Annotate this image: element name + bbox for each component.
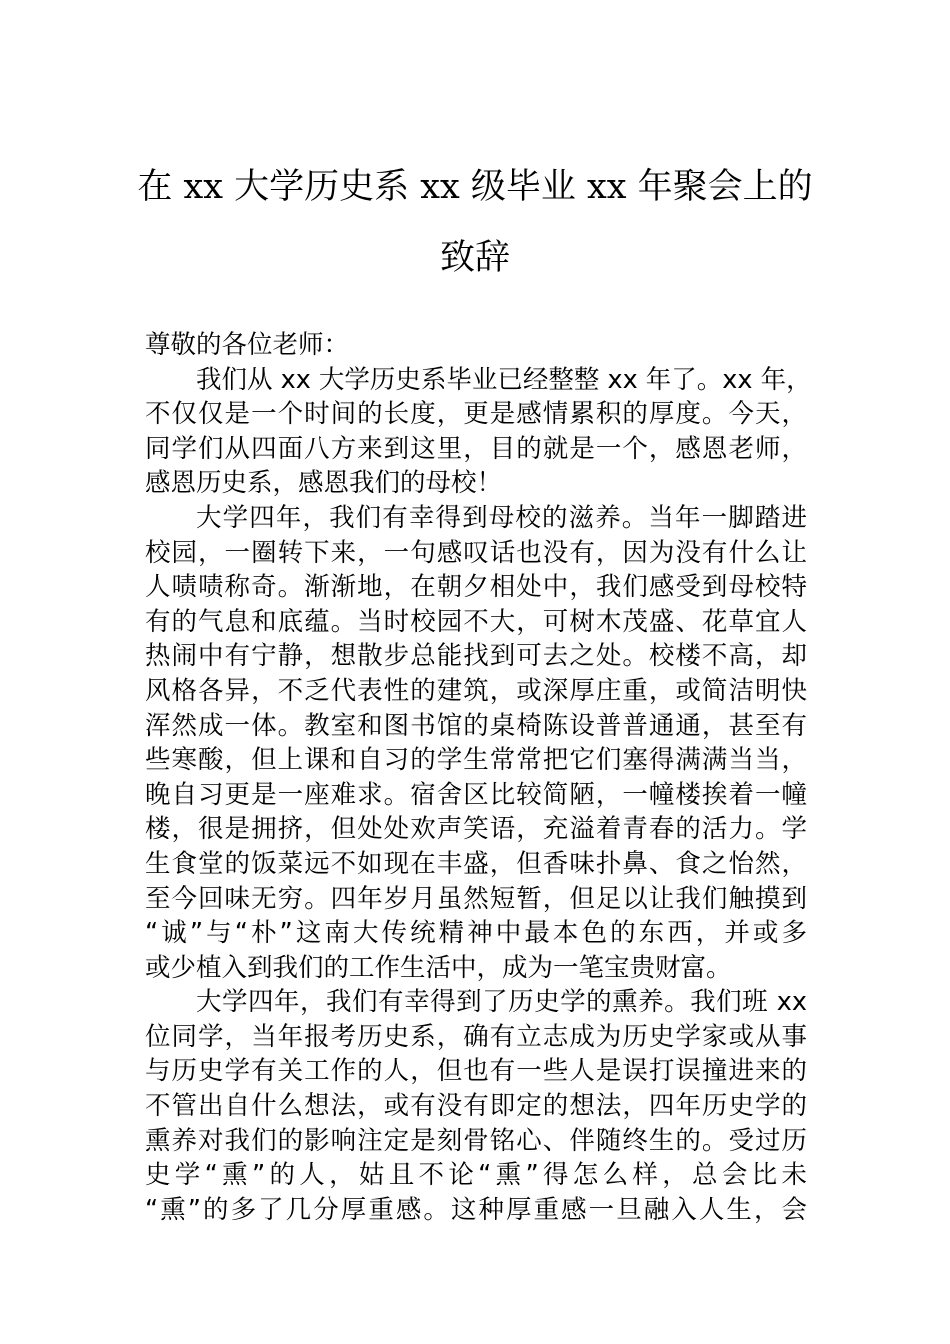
paragraph-2-line: “诚”与“朴”这南大传统精神中最本色的东西，并或多	[145, 918, 807, 949]
paragraph-1-line: 同学们从四面八方来到这里，目的就是一个，感恩老师，	[145, 433, 807, 464]
paragraph-2-line: 楼，很是拥挤，但处处欢声笑语，充溢着青春的活力。学	[145, 814, 807, 845]
title-line-1: 在 xx 大学历史系 xx 级毕业 xx 年聚会上的	[137, 167, 813, 207]
paragraph-3-line: 熏养对我们的影响注定是刻骨铭心、伴随终生的。受过历	[145, 1125, 807, 1156]
paragraph-2-line: 热闹中有宁静，想散步总能找到可去之处。校楼不高，却	[145, 641, 807, 672]
paragraph-2-line: 有的气息和底蕴。当时校园不大，可树木茂盛、花草宜人	[145, 606, 807, 637]
paragraph-1-line: 不仅仅是一个时间的长度，更是感情累积的厚度。今天，	[145, 399, 807, 430]
paragraph-3-line: 大学四年，我们有幸得到了历史学的熏养。我们班 xx	[196, 987, 807, 1018]
title-line-2: 致辞	[439, 238, 510, 278]
paragraph-3-line: 史学“熏”的人，姑且不论“熏”得怎么样，总会比未	[145, 1160, 807, 1191]
paragraph-2-line: 风格各异，不乏代表性的建筑，或深厚庄重，或简洁明快	[145, 675, 807, 706]
paragraph-2-line: 人啧啧称奇。渐渐地，在朝夕相处中，我们感受到母校特	[145, 572, 807, 603]
paragraph-3-line: 位同学，当年报考历史系，确有立志成为历史学家或从事	[145, 1021, 807, 1052]
paragraph-2-line: 生食堂的饭菜远不如现在丰盛，但香味扑鼻、食之怡然，	[145, 848, 807, 879]
paragraph-2-line: 至今回味无穷。四年岁月虽然短暂，但足以让我们触摸到	[145, 883, 807, 914]
paragraph-3-line: 与历史学有关工作的人，但也有一些人是误打误撞进来的	[145, 1056, 807, 1087]
paragraph-2-line: 浑然成一体。教室和图书馆的桌椅陈设普普通通，甚至有	[145, 710, 807, 741]
paragraph-2-line: 大学四年，我们有幸得到母校的滋养。当年一脚踏进	[196, 502, 807, 533]
document-title	[0, 152, 950, 294]
paragraph-3-line: 不管出自什么想法，或有没有即定的想法，四年历史学的	[145, 1091, 807, 1122]
salutation: 尊敬的各位老师：	[145, 330, 350, 360]
paragraph-2-line: 些寒酸，但上课和自习的学生常常把它们塞得满满当当，	[145, 745, 807, 776]
paragraph-2-line: 晚自习更是一座难求。宿舍区比较简陋，一幢楼挨着一幢	[145, 779, 807, 810]
paragraph-1-line: 我们从 xx 大学历史系毕业已经整整 xx 年了。xx 年，	[196, 364, 812, 395]
paragraph-1-line: 感恩历史系，感恩我们的母校！	[145, 468, 503, 499]
paragraph-3-line: “熏”的多了几分厚重感。这种厚重感一旦融入人生，会	[145, 1194, 807, 1225]
paragraph-2-line: 或少植入到我们的工作生活中，成为一笔宝贵财富。	[145, 952, 732, 983]
paragraph-2-line: 校园，一圈转下来，一句感叹话也没有，因为没有什么让	[145, 537, 807, 568]
document-body	[145, 328, 812, 1227]
